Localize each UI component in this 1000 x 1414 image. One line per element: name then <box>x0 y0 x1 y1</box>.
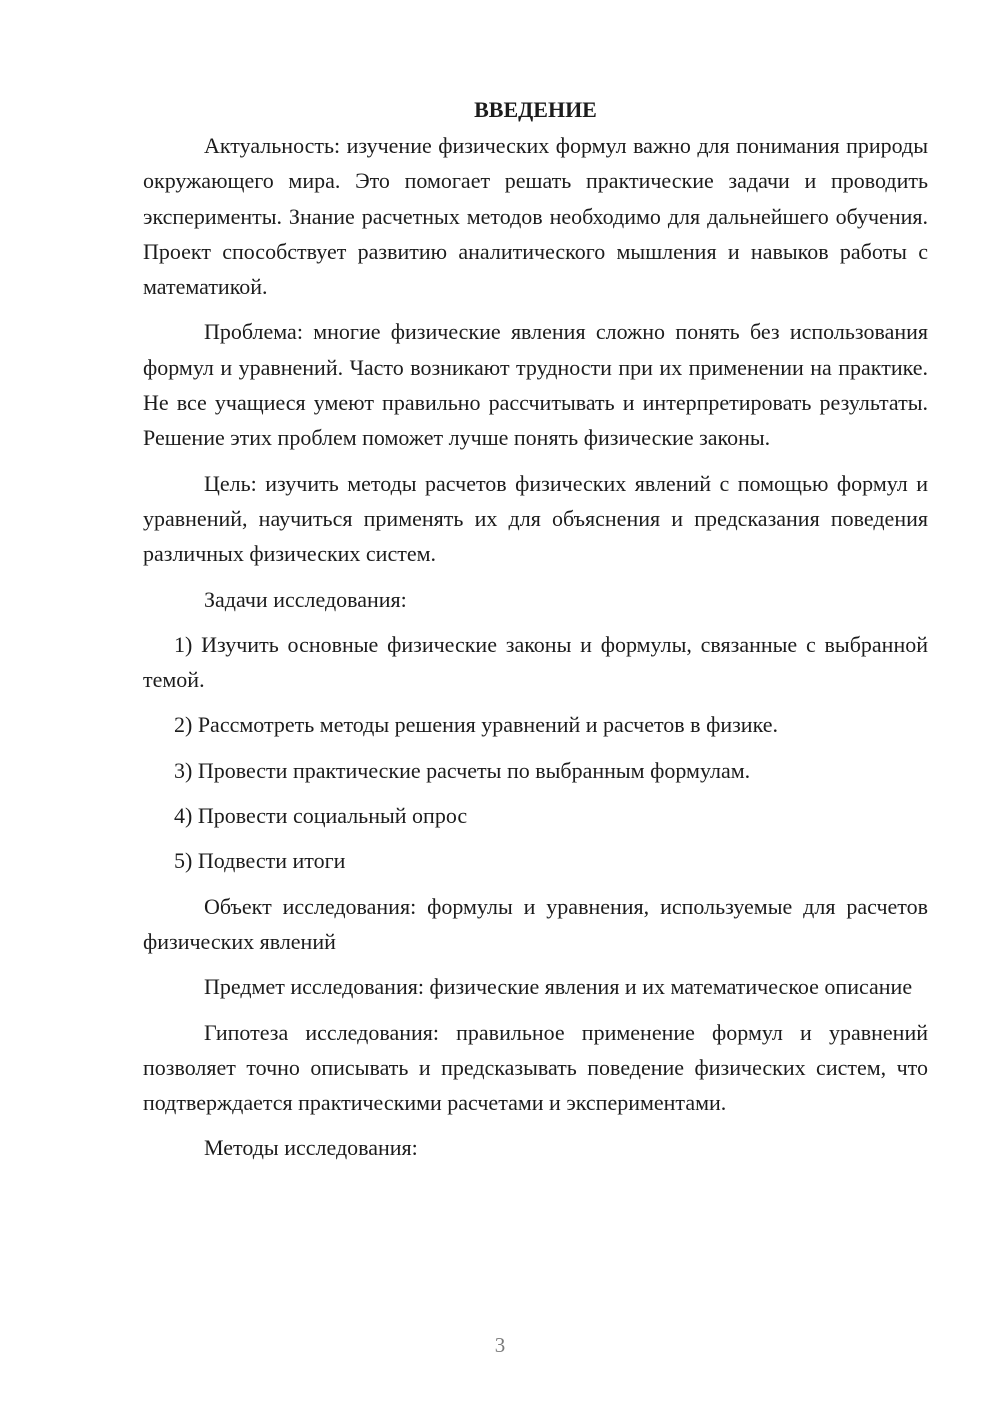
page-number: 3 <box>494 1333 506 1357</box>
paragraph-relevance: Актуальность: изучение физических формул важно для понимания природы окружающего мира. Это помогает решать практические задачи и проводить эксперименты. Знание расчетных методов необходимо для дальнейшего обучения. Проект способствует развитию аналитического мышления и навыков работы с математикой. <box>143 133 928 300</box>
paragraph-problem: Проблема: многие физические явления сложно понять без использования формул и уравнений. Часто возникают трудности при их применении на практике. Не все учащиеся умеют правильно рассчитывать и интерпретировать результаты. Решение этих проблем поможет лучше понять физические законы. <box>143 319 928 451</box>
paragraph-goal: Цель: изучить методы расчетов физических явлений с помощью формул и уравнений, научиться применять их для объяснения и предсказания поведения различных физических систем. <box>143 470 928 567</box>
paragraph-subject: Предмет исследования: физические явления и их математическое описание <box>204 974 913 1000</box>
paragraph-hypothesis: Гипотеза исследования: правильное применение формул и уравнений позволяет точно описывать и предсказывать поведение физических систем, что подтверждается практическими расчетами и экспериментами. <box>143 1019 928 1116</box>
task-item-4: 4) Провести социальный опрос <box>174 803 468 829</box>
document-page <box>143 92 928 1176</box>
section-heading: ВВЕДЕНИЕ <box>474 97 597 122</box>
task-item-5: 5) Подвести итоги <box>174 848 346 874</box>
task-item-1: 1) Изучить основные физические законы и формулы, связанные с выбранной темой. <box>143 631 928 693</box>
task-item-3: 3) Провести практические расчеты по выбранным формулам. <box>174 757 751 783</box>
task-item-2: 2) Рассмотреть методы решения уравнений и расчетов в физике. <box>174 712 778 738</box>
paragraph-object: Объект исследования: формулы и уравнения, используемые для расчетов физических явлений <box>143 893 928 954</box>
methods-title: Методы исследования: <box>204 1135 418 1161</box>
tasks-title: Задачи исследования: <box>204 586 407 612</box>
